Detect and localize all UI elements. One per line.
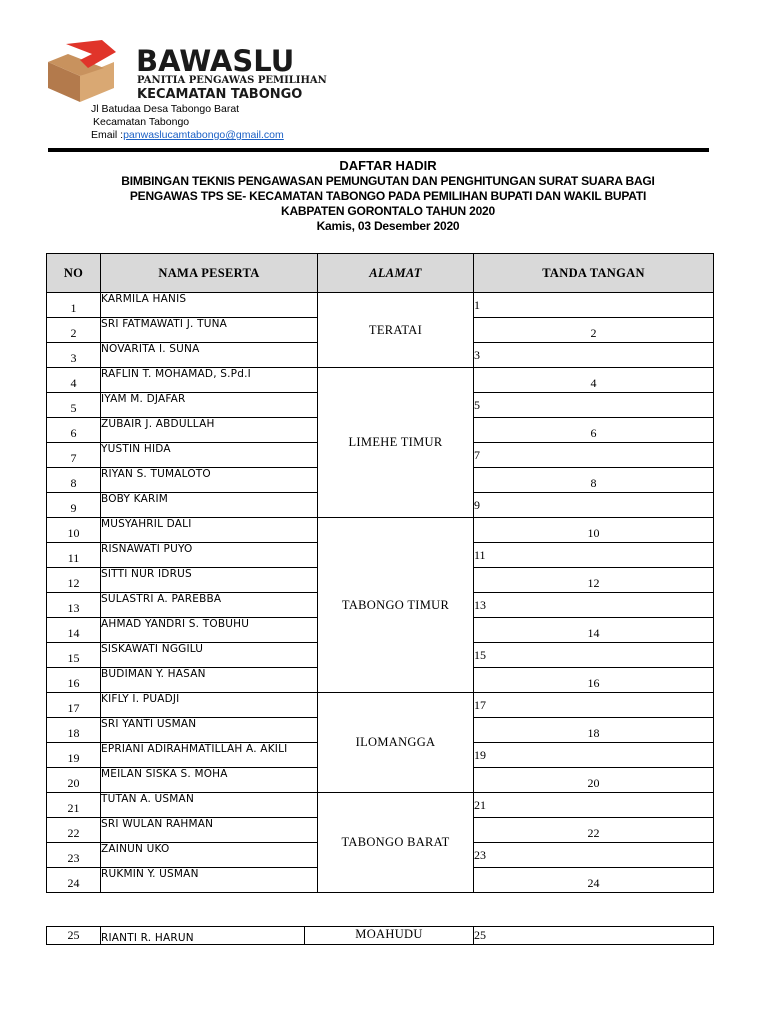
attendance-table	[46, 253, 714, 893]
row-no: 9	[47, 493, 101, 518]
row-no: 13	[47, 593, 101, 618]
signature-cell[interactable]: 11	[474, 543, 714, 568]
participant-name: ZAINUN UKO	[101, 843, 318, 868]
signature-cell[interactable]: 5	[474, 393, 714, 418]
table-row	[47, 368, 714, 393]
title-line2: BIMBINGAN TEKNIS PENGAWASAN PEMUNGUTAN DAN PENGHITUNGAN SURAT SUARA BAGI	[121, 174, 655, 188]
signature-cell[interactable]: 25	[474, 927, 714, 945]
email-line: Email :panwaslucamtabongo@gmail.com	[91, 129, 284, 141]
signature-cell[interactable]: 7	[474, 443, 714, 468]
signature-cell[interactable]: 12	[474, 568, 714, 593]
participant-name: SRI FATMAWATI J. TUNA	[101, 318, 318, 343]
participant-name: SULASTRI A. PAREBBA	[101, 593, 318, 618]
title-line5: Kamis, 03 Desember 2020	[316, 219, 460, 233]
row-no: 16	[47, 668, 101, 693]
row-no: 8	[47, 468, 101, 493]
svg-text:BAWASLU: BAWASLU	[136, 44, 295, 78]
header-nama-peserta: NAMA PESERTA	[101, 254, 318, 293]
signature-cell[interactable]: 21	[474, 793, 714, 818]
participant-name: SRI WULAN RAHMAN	[101, 818, 318, 843]
signature-cell[interactable]: 4	[474, 368, 714, 393]
title-line3: PENGAWAS TPS SE- KECAMATAN TABONGO PADA PEMILIHAN BUPATI DAN WAKIL BUPATI	[129, 189, 647, 203]
title-line1: DAFTAR HADIR	[339, 158, 437, 173]
row-no: 2	[47, 318, 101, 343]
signature-cell[interactable]: 22	[474, 818, 714, 843]
signature-cell[interactable]: 20	[474, 768, 714, 793]
participant-name: SITTI NUR IDRUS	[101, 568, 318, 593]
bawaslu-logo	[44, 38, 358, 106]
email-link[interactable]: panwaslucamtabongo@gmail.com	[123, 129, 284, 141]
participant-name: EPRIANI ADIRAHMATILLAH A. AKILI	[101, 743, 318, 768]
header-alamat: ALAMAT	[318, 254, 474, 293]
signature-cell[interactable]: 19	[474, 743, 714, 768]
participant-name: BUDIMAN Y. HASAN	[101, 668, 318, 693]
signature-cell[interactable]: 3	[474, 343, 714, 368]
participant-name: ZUBAIR J. ABDULLAH	[101, 418, 318, 443]
participant-name: YUSTIN HIDA	[101, 443, 318, 468]
row-no: 7	[47, 443, 101, 468]
address-cell: TABONGO TIMUR	[318, 518, 474, 693]
row-no: 6	[47, 418, 101, 443]
signature-cell[interactable]: 15	[474, 643, 714, 668]
participant-name: KIFLY I. PUADJI	[101, 693, 318, 718]
table-row	[47, 293, 714, 318]
header-tanda-tangan: TANDA TANGAN	[474, 254, 714, 293]
participant-name: RAFLIN T. MOHAMAD, S.Pd.I	[101, 368, 318, 393]
signature-cell[interactable]: 14	[474, 618, 714, 643]
signature-cell[interactable]: 6	[474, 418, 714, 443]
row-no: 25	[47, 927, 101, 945]
row-no: 24	[47, 868, 101, 893]
participant-name: RUKMIN Y. USMAN	[101, 868, 318, 893]
participant-name: TUTAN A. USMAN	[101, 793, 318, 818]
address-cell: ILOMANGGA	[318, 693, 474, 793]
table-row	[47, 693, 714, 718]
signature-cell[interactable]: 13	[474, 593, 714, 618]
row-no: 5	[47, 393, 101, 418]
signature-cell[interactable]: 24	[474, 868, 714, 893]
participant-name: RISNAWATI PUYO	[101, 543, 318, 568]
row-no: 19	[47, 743, 101, 768]
row-no: 17	[47, 693, 101, 718]
table-row	[47, 518, 714, 543]
signature-cell[interactable]: 16	[474, 668, 714, 693]
svg-text:PANITIA PENGAWAS PEMILIHAN: PANITIA PENGAWAS PEMILIHAN	[137, 75, 327, 86]
svg-text:KECAMATAN TABONGO: KECAMATAN TABONGO	[137, 87, 303, 102]
row-no: 11	[47, 543, 101, 568]
title-line4: KABPATEN GORONTALO TAHUN 2020	[281, 204, 495, 218]
row-no: 20	[47, 768, 101, 793]
extra-table	[46, 926, 714, 945]
signature-cell[interactable]: 9	[474, 493, 714, 518]
participant-name: MEILAN SISKA S. MOHA	[101, 768, 318, 793]
address-cell: TERATAI	[318, 293, 474, 368]
row-no: 15	[47, 643, 101, 668]
signature-cell[interactable]: 2	[474, 318, 714, 343]
table-row	[47, 793, 714, 818]
address-cell: LIMEHE TIMUR	[318, 368, 474, 518]
header-no: NO	[47, 254, 101, 293]
signature-cell[interactable]: 8	[474, 468, 714, 493]
signature-cell[interactable]: 17	[474, 693, 714, 718]
participant-name: NOVARITA I. SUNA	[101, 343, 318, 368]
row-no: 1	[47, 293, 101, 318]
signature-cell[interactable]: 10	[474, 518, 714, 543]
participant-name: BOBY KARIM	[101, 493, 318, 518]
row-no: 23	[47, 843, 101, 868]
address-cell: TABONGO BARAT	[318, 793, 474, 893]
participant-name: AHMAD YANDRI S. TOBUHU	[101, 618, 318, 643]
participant-name: IYAM M. DJAFAR	[101, 393, 318, 418]
document-title	[48, 158, 728, 234]
signature-cell[interactable]: 18	[474, 718, 714, 743]
address-line1: Jl Batudaa Desa Tabongo Barat	[91, 103, 240, 115]
signature-cell[interactable]: 1	[474, 293, 714, 318]
row-no: 18	[47, 718, 101, 743]
row-no: 14	[47, 618, 101, 643]
participant-name: SISKAWATI NGGILU	[101, 643, 318, 668]
participant-name: RIANTI R. HARUN	[101, 927, 305, 945]
address-line2: Kecamatan Tabongo	[93, 116, 190, 128]
participant-name: KARMILA HANIS	[101, 293, 318, 318]
header-divider	[48, 148, 709, 152]
participant-name: RIYAN S. TUMALOTO	[101, 468, 318, 493]
row-no: 3	[47, 343, 101, 368]
row-no: 4	[47, 368, 101, 393]
signature-cell[interactable]: 23	[474, 843, 714, 868]
row-no: 21	[47, 793, 101, 818]
row-no: 22	[47, 818, 101, 843]
row-no: 12	[47, 568, 101, 593]
participant-name: SRI YANTI USMAN	[101, 718, 318, 743]
address-block	[91, 103, 284, 142]
address-cell: MOAHUDU	[305, 927, 474, 945]
participant-name: MUSYAHRIL DALI	[101, 518, 318, 543]
row-no: 10	[47, 518, 101, 543]
